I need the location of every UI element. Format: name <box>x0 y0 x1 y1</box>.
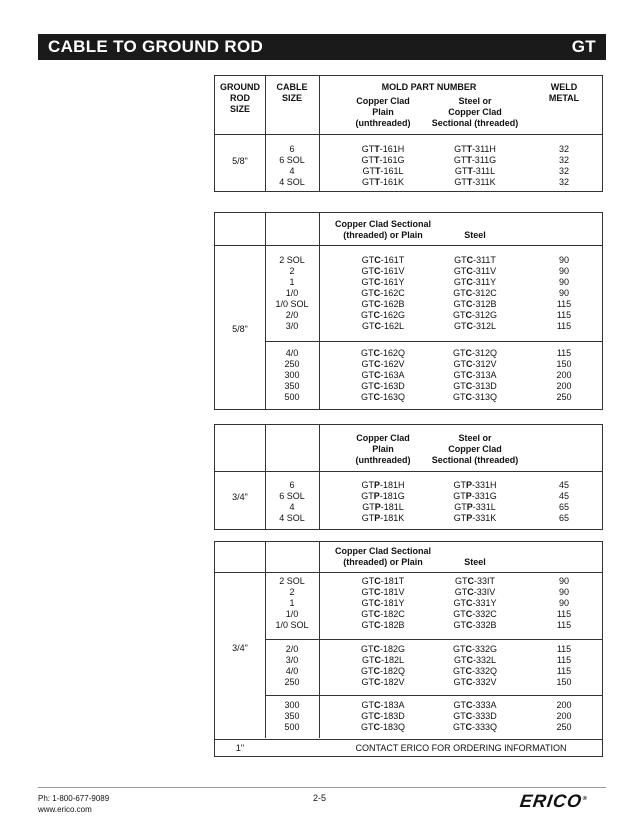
part-number: GTC-311T <box>454 255 496 265</box>
part-number: GTC-161T <box>361 255 405 265</box>
erico-logo: ERICO® <box>518 791 589 811</box>
part-number: GTC-312B <box>453 299 497 309</box>
col-steel-or-copper-clad: Steel or Copper Clad Sectional (threaded) <box>431 96 519 128</box>
part-number: GTC-332B <box>453 620 497 630</box>
col-steel: Steel <box>464 557 486 567</box>
col-weld-metal: WELD METAL <box>548 82 580 103</box>
part-number: GTC-181V <box>361 587 405 597</box>
part-number: GTC-312C <box>453 288 497 298</box>
rod-size: 1" <box>235 743 245 753</box>
weld-values: 90 90 90 115 115 <box>556 576 572 630</box>
contact-info <box>38 793 109 815</box>
part-number: GTC-312Q <box>452 348 497 358</box>
rod-size: 3/4" <box>232 492 248 502</box>
section-banner <box>38 34 606 60</box>
cable-sizes: 2 SOL 2 1 1/0 1/0 SOL <box>275 576 309 630</box>
table-3-4-sectional <box>214 541 603 757</box>
part-number: GTP-181G <box>361 491 405 501</box>
table-5-8-plain <box>214 75 603 192</box>
rod-size: 3/4" <box>232 643 248 653</box>
steel-parts <box>420 576 530 631</box>
part-number: GTT-311K <box>454 177 496 187</box>
cable-sizes: 2 SOL 2 1 1/0 1/0 SOL 2/0 3/0 <box>275 255 309 331</box>
sectional-parts <box>420 144 530 188</box>
col-sectional-or-plain: Copper Clad Sectional (threaded) or Plain <box>334 219 432 240</box>
part-number: GTC-182L <box>361 655 405 665</box>
part-number: GTC-333A <box>453 700 497 710</box>
plain-parts <box>333 480 433 524</box>
part-number: GTC-311Y <box>453 277 497 287</box>
part-number: GTT-161K <box>361 177 405 187</box>
steel-parts <box>420 255 530 332</box>
sectional-parts <box>420 480 530 524</box>
part-number: GTC-312V <box>453 359 497 369</box>
cable-sizes: 6 6 SOL 4 4 SOL <box>279 144 305 187</box>
part-number: GTC-313A <box>453 370 497 380</box>
part-number: GTC-312L <box>453 321 497 331</box>
cable-sizes: 300 350 500 <box>284 700 300 732</box>
part-number: GTC-162G <box>360 310 405 320</box>
part-number: GTP-331K <box>453 513 497 523</box>
steel-parts <box>420 700 530 733</box>
part-number: GTC-163D <box>361 381 405 391</box>
part-number: GTP-331H <box>453 480 497 490</box>
part-number: GTC-161V <box>361 266 405 276</box>
part-number: GTC-163Q <box>360 392 405 402</box>
part-number: GTC-332L <box>453 655 497 665</box>
contact-note: CONTACT ERICO FOR ORDERING INFORMATION <box>355 743 567 753</box>
col-ground-rod-size: GROUND ROD SIZE <box>220 82 260 114</box>
part-number: GTT-161G <box>361 155 405 165</box>
part-number: GTC-332Q <box>452 666 497 676</box>
part-number: GTC-332C <box>453 609 497 619</box>
plain-parts <box>333 576 433 631</box>
col-copper-clad-plain: Copper Clad Plain (unthreaded) <box>355 433 411 465</box>
steel-parts <box>420 348 530 403</box>
part-number: GTC-181T <box>361 576 405 586</box>
part-number: GTC-161Y <box>361 277 405 287</box>
steel-parts <box>420 644 530 688</box>
part-number: GTC-183D <box>361 711 405 721</box>
part-number: GTT-311H <box>454 144 496 154</box>
part-number: GTC-182C <box>361 609 405 619</box>
part-number: GTC-182V <box>361 677 405 687</box>
cable-sizes: 4/0 250 300 350 500 <box>284 348 300 402</box>
weld-values: 115 150 200 200 250 <box>556 348 572 402</box>
website: www.erico.com <box>38 805 92 814</box>
part-number: GTC-333D <box>453 711 497 721</box>
plain-parts <box>333 700 433 733</box>
table-5-8-sectional <box>214 212 603 410</box>
part-number: GTC-331Y <box>453 598 497 608</box>
part-number: GTC-33IV <box>454 587 496 597</box>
weld-values: 32 32 32 32 <box>558 144 569 187</box>
part-number: GTC-162Q <box>360 348 405 358</box>
col-steel: Steel <box>464 230 486 240</box>
plain-parts <box>333 348 433 403</box>
part-number: GTC-163A <box>361 370 405 380</box>
part-number: GTT-311G <box>453 155 497 165</box>
phone-number: Ph: 1-800-677-9089 <box>38 794 110 803</box>
part-number: GTT-161H <box>361 144 405 154</box>
weld-values: 45 45 65 65 <box>558 480 569 523</box>
cable-sizes: 2/0 3/0 4/0 250 <box>284 644 300 687</box>
col-steel-or-copper-clad: Steel or Copper Clad Sectional (threaded) <box>431 433 519 465</box>
part-number: GTP-181H <box>361 480 405 490</box>
weld-values: 115 115 115 150 <box>556 644 572 687</box>
part-number: GTC-33IT <box>454 576 495 586</box>
part-number: GTC-313D <box>453 381 497 391</box>
part-number: GTP-181K <box>361 513 405 523</box>
part-number: GTC-312G <box>452 310 497 320</box>
part-number: GTP-331L <box>454 502 496 512</box>
rod-size: 5/8" <box>232 156 248 166</box>
part-number: GTC-182B <box>361 620 405 630</box>
col-mold-part-number: MOLD PART NUMBER <box>381 82 477 92</box>
part-number: GTC-333Q <box>452 722 497 732</box>
table-3-4-plain <box>214 424 603 530</box>
plain-parts <box>333 144 433 188</box>
footer-divider <box>38 787 606 788</box>
part-number: GTC-162V <box>361 359 405 369</box>
weld-values: 90 90 90 90 115 115 115 <box>556 255 572 331</box>
part-number: GTC-162C <box>361 288 405 298</box>
part-number: GTC-311V <box>453 266 497 276</box>
col-copper-clad-plain: Copper Clad Plain (unthreaded) <box>355 96 411 128</box>
part-number: GTC-182Q <box>360 666 405 676</box>
section-title: CABLE TO GROUND ROD <box>48 37 264 56</box>
page-number: 2-5 <box>313 793 327 803</box>
plain-parts <box>333 644 433 688</box>
part-number: GTC-162B <box>361 299 405 309</box>
part-number: GTP-331G <box>453 491 497 501</box>
part-number: GTC-183A <box>361 700 405 710</box>
rod-size: 5/8" <box>232 324 248 334</box>
part-number: GTC-313Q <box>452 392 497 402</box>
weld-values: 200 200 250 <box>556 700 572 732</box>
part-number: GTC-183Q <box>360 722 405 732</box>
plain-parts <box>333 255 433 332</box>
col-sectional-or-plain: Copper Clad Sectional (threaded) or Plain <box>334 546 432 567</box>
part-number: GTC-332V <box>453 677 497 687</box>
part-number: GTC-162L <box>361 321 405 331</box>
part-number: GTC-181Y <box>361 598 405 608</box>
part-number: GTC-332G <box>452 644 497 654</box>
part-number: GTT-161L <box>362 166 404 176</box>
col-cable-size: CABLE SIZE <box>276 82 308 103</box>
part-number: GTP-181L <box>362 502 404 512</box>
part-number: GTC-182G <box>360 644 405 654</box>
section-code: GT <box>571 37 596 56</box>
cable-sizes: 6 6 SOL 4 4 SOL <box>279 480 305 523</box>
part-number: GTT-311L <box>454 166 496 176</box>
